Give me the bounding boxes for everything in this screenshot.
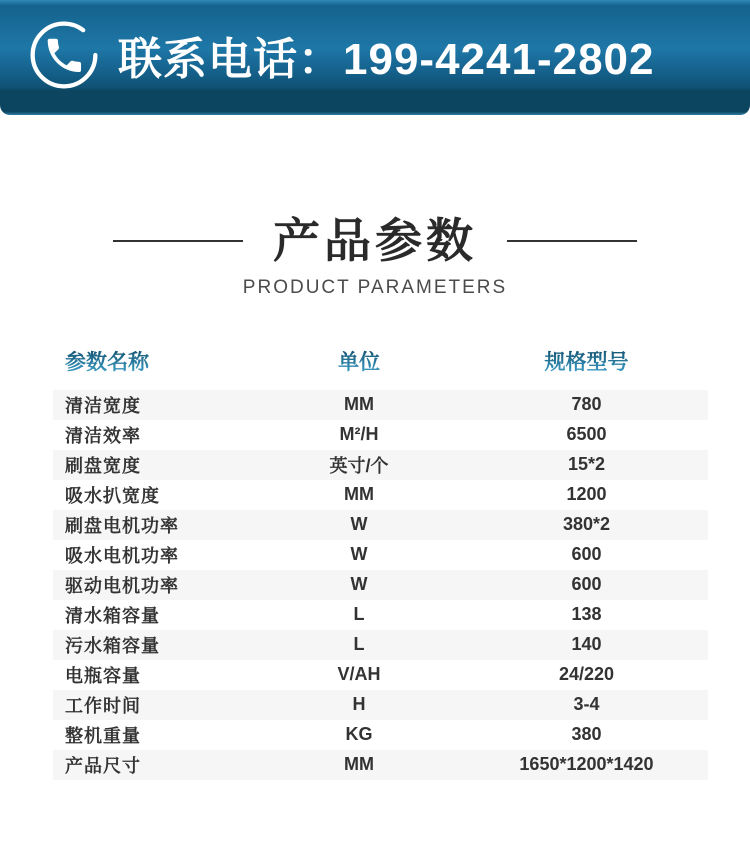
spec-cell: 780 bbox=[571, 394, 602, 415]
table-row bbox=[53, 540, 708, 570]
unit-cell: MM bbox=[344, 484, 374, 505]
spec-cell: 1200 bbox=[566, 484, 607, 505]
param-name-cell: 清洁效率 bbox=[65, 425, 141, 446]
column-header-spec-model: 规格型号 bbox=[465, 346, 708, 376]
param-name-cell: 整机重量 bbox=[65, 725, 141, 746]
spec-cell: 1650*1200*1420 bbox=[519, 754, 654, 775]
contact-number: 199-4241-2802 bbox=[343, 34, 655, 84]
spec-cell: 140 bbox=[571, 634, 602, 655]
param-name-cell: 吸水扒宽度 bbox=[65, 485, 160, 506]
spec-cell: 380*2 bbox=[562, 514, 611, 535]
table-row bbox=[53, 390, 708, 420]
table-row bbox=[53, 720, 708, 750]
unit-cell: W bbox=[350, 514, 368, 535]
param-name-cell: 驱动电机功率 bbox=[65, 575, 179, 596]
table-row bbox=[53, 600, 708, 630]
title-divider-right bbox=[507, 240, 637, 242]
page-title: 产品参数 bbox=[273, 214, 477, 267]
table-header-row bbox=[53, 345, 708, 377]
unit-cell: 英寸/个 bbox=[329, 455, 389, 476]
title-divider-left bbox=[113, 240, 243, 242]
spec-cell: 24/220 bbox=[558, 664, 615, 685]
param-name-cell: 刷盘宽度 bbox=[65, 455, 141, 476]
unit-cell: L bbox=[353, 634, 365, 655]
table-body bbox=[53, 390, 708, 780]
table-row bbox=[53, 660, 708, 690]
table-row bbox=[53, 510, 708, 540]
spec-cell: 6500 bbox=[566, 424, 607, 445]
phone-handset-icon bbox=[26, 17, 102, 93]
param-name-cell: 产品尺寸 bbox=[65, 755, 141, 776]
param-name-cell: 工作时间 bbox=[65, 695, 141, 716]
contact-phone-text bbox=[118, 23, 654, 87]
parameters-table bbox=[53, 345, 708, 780]
unit-cell: L bbox=[353, 604, 365, 625]
contact-label: 联系电话： bbox=[118, 34, 343, 84]
page-subtitle: PRODUCT PARAMETERS bbox=[242, 276, 508, 298]
unit-cell: MM bbox=[344, 754, 374, 775]
table-row bbox=[53, 630, 708, 660]
table-row bbox=[53, 450, 708, 480]
param-name-cell: 电瓶容量 bbox=[65, 665, 141, 686]
param-name-cell: 清水箱容量 bbox=[65, 605, 160, 626]
table-row bbox=[53, 570, 708, 600]
param-name-cell: 污水箱容量 bbox=[65, 635, 160, 656]
unit-cell: MM bbox=[344, 394, 374, 415]
table-row bbox=[53, 750, 708, 780]
param-name-cell: 清洁宽度 bbox=[65, 395, 141, 416]
param-name-cell: 吸水电机功率 bbox=[65, 545, 179, 566]
spec-cell: 380 bbox=[571, 724, 602, 745]
unit-cell: W bbox=[350, 574, 368, 595]
column-header-unit: 单位 bbox=[253, 346, 465, 376]
unit-cell: KG bbox=[345, 724, 373, 745]
param-name-cell: 刷盘电机功率 bbox=[65, 515, 179, 536]
table-row bbox=[53, 480, 708, 510]
spec-cell: 600 bbox=[571, 574, 602, 595]
column-header-parameter-name: 参数名称 bbox=[53, 346, 253, 376]
spec-cell: 15*2 bbox=[567, 454, 606, 475]
table-row bbox=[53, 420, 708, 450]
spec-cell: 138 bbox=[571, 604, 602, 625]
section-title bbox=[0, 215, 750, 299]
unit-cell: H bbox=[352, 694, 366, 715]
contact-banner bbox=[0, 0, 750, 115]
unit-cell: W bbox=[350, 544, 368, 565]
unit-cell: M²/H bbox=[339, 424, 379, 445]
unit-cell: V/AH bbox=[337, 664, 381, 685]
spec-cell: 600 bbox=[571, 544, 602, 565]
spec-cell: 3-4 bbox=[573, 694, 600, 715]
table-row bbox=[53, 690, 708, 720]
